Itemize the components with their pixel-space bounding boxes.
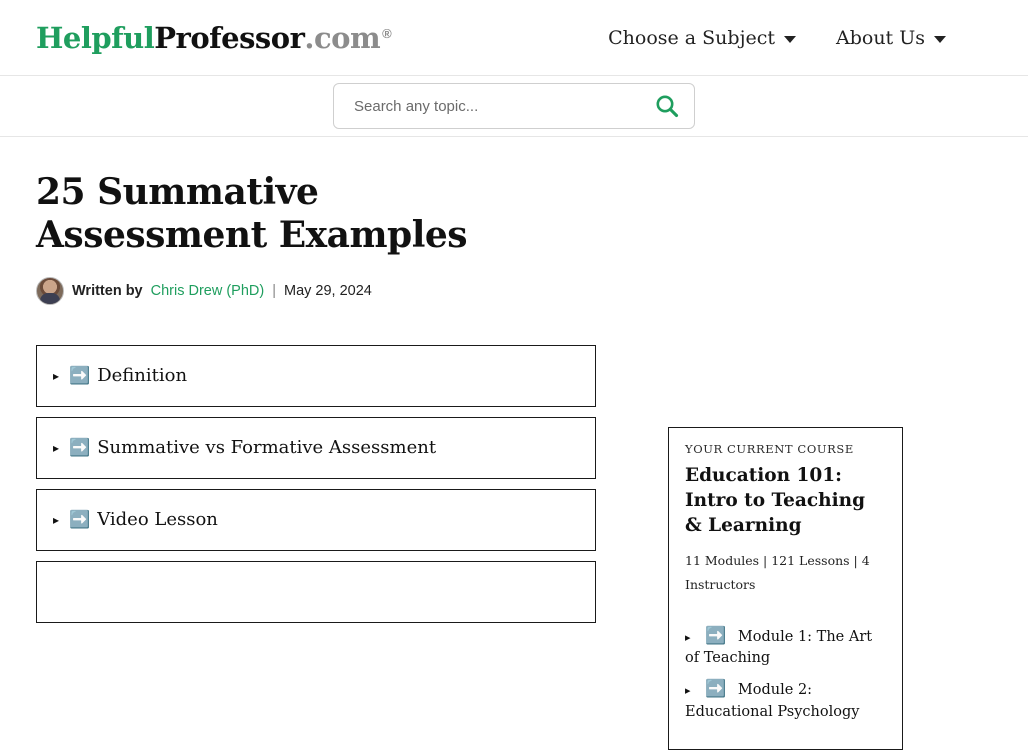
nav-item-label: Choose a Subject xyxy=(608,26,775,49)
nav-item-about-us[interactable] xyxy=(836,27,946,49)
module-item-label: Module 2: Educational Psychology xyxy=(685,682,860,720)
page-content xyxy=(0,137,1028,750)
current-course-card xyxy=(668,427,903,750)
arrow-right-emoji-icon: ➡️ xyxy=(69,365,91,386)
module-item-label: Module 1: The Art of Teaching xyxy=(685,628,873,667)
course-card-kicker: YOUR CURRENT COURSE xyxy=(685,442,854,456)
author-link[interactable]: Chris Drew (PhD) xyxy=(150,282,265,299)
registered-trademark-icon: ® xyxy=(382,25,392,41)
course-title[interactable]: Education 101: Intro to Teaching & Learning xyxy=(685,465,866,536)
chevron-down-icon xyxy=(784,36,796,43)
toc-item-video-lesson[interactable] xyxy=(36,489,596,551)
site-header xyxy=(0,0,1028,76)
arrow-right-emoji-icon: ➡️ xyxy=(69,437,91,458)
byline-written-by: Written by xyxy=(72,282,143,299)
toc-item-summative-vs-formative[interactable] xyxy=(36,417,596,479)
main-navigation xyxy=(608,27,992,49)
page-title: 25 Summative Assessment Examples xyxy=(36,171,468,256)
arrow-right-emoji-icon: ➡️ xyxy=(69,509,91,530)
nav-item-choose-a-subject[interactable] xyxy=(608,27,796,49)
arrow-right-emoji-icon: ➡️ xyxy=(705,679,727,700)
search-bar-row xyxy=(0,76,1028,137)
module-item-2[interactable] xyxy=(685,677,886,723)
toc-item-partial[interactable] xyxy=(36,561,596,623)
search-box[interactable] xyxy=(333,83,695,129)
triangle-right-icon: ▸ xyxy=(685,684,691,698)
toc-item-definition[interactable] xyxy=(36,345,596,407)
triangle-right-icon: ▸ xyxy=(685,630,691,644)
arrow-right-emoji-icon: ➡️ xyxy=(705,625,727,646)
chevron-down-icon xyxy=(934,36,946,43)
author-avatar xyxy=(36,277,64,305)
toc-item-label: Summative vs Formative Assessment xyxy=(97,437,437,459)
toc-item-label: Video Lesson xyxy=(97,509,218,531)
nav-item-label: About Us xyxy=(836,26,925,49)
triangle-right-icon: ▸ xyxy=(53,368,60,383)
search-button[interactable] xyxy=(654,93,680,119)
triangle-right-icon: ▸ xyxy=(53,440,60,455)
module-item-1[interactable] xyxy=(685,624,886,670)
article-column xyxy=(36,137,596,750)
byline xyxy=(36,277,596,305)
triangle-right-icon: ▸ xyxy=(53,512,60,527)
course-meta: 11 Modules | 121 Lessons | 4 Instructors xyxy=(685,552,870,593)
search-icon xyxy=(654,93,680,119)
logo-text-dotcom: .com xyxy=(304,20,381,55)
byline-separator: | xyxy=(272,282,276,299)
publish-date: May 29, 2024 xyxy=(284,282,372,299)
toc-item-label: Definition xyxy=(97,365,188,387)
search-input[interactable] xyxy=(352,97,654,116)
logo-text-professor: Professor xyxy=(154,20,305,55)
sidebar-column xyxy=(668,137,903,750)
site-logo[interactable] xyxy=(36,21,391,55)
logo-text-helpful: Helpful xyxy=(36,20,155,55)
